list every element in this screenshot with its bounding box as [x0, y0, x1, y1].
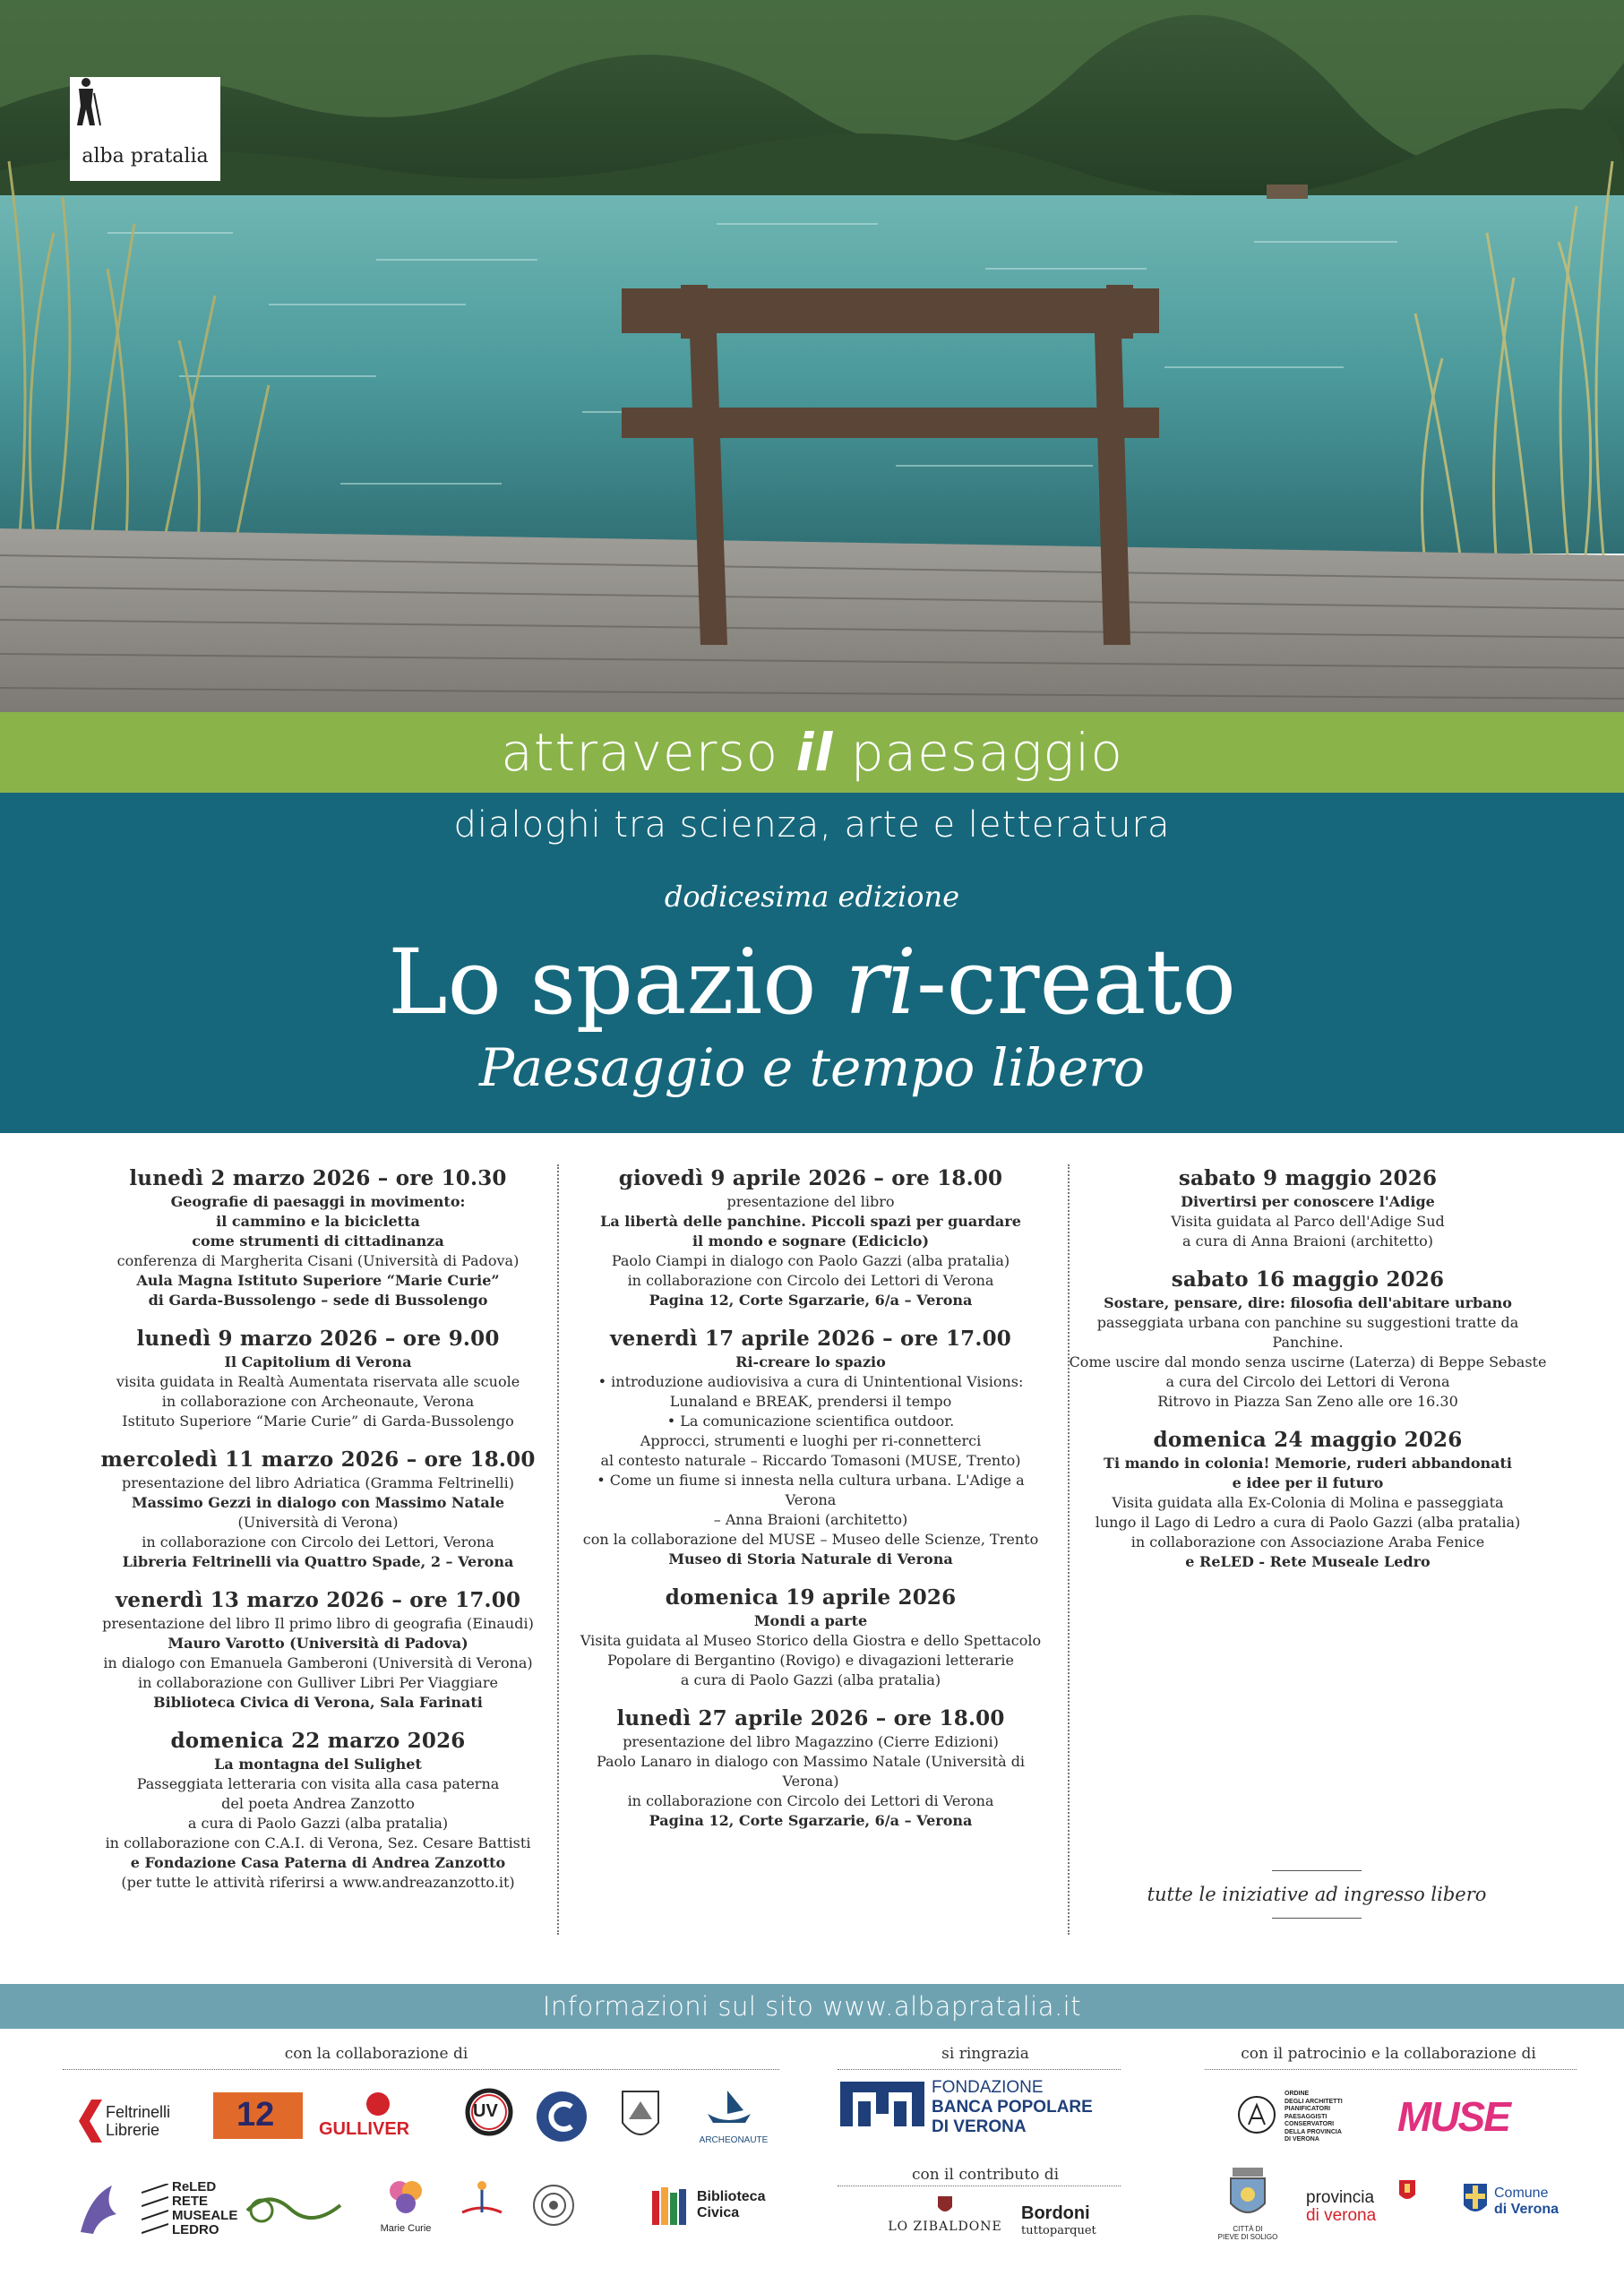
provincia-crest-icon — [1397, 2178, 1417, 2203]
event-detail: presentazione del libro Magazzino (Cierre Edizioni) — [623, 1733, 999, 1750]
archeonaute-logo: ARCHEONAUTE — [684, 2087, 783, 2155]
uv-logo: UV — [459, 2087, 520, 2148]
event-detail: (Università di Verona) — [237, 1514, 399, 1531]
divider — [1272, 1870, 1362, 1871]
event-detail: e Fondazione Casa Paterna di Andrea Zanzotto — [130, 1854, 506, 1871]
event-detail: Biblioteca Civica di Verona, Sala Farinati — [153, 1694, 483, 1711]
event-detail: Pagina 12, Corte Sgarzarie, 6/a – Verona — [649, 1812, 973, 1829]
alba-pratalia-logo — [70, 77, 220, 181]
ammonite-icon — [530, 2182, 577, 2229]
event-detail: Mondi a parte — [753, 1612, 868, 1629]
event-detail: in collaborazione con C.A.I. di Verona, Sez. Cesare Battisti — [105, 1834, 531, 1851]
column-divider — [557, 1164, 559, 1935]
event-detail: a cura del Circolo dei Lettori di Verona — [1165, 1373, 1450, 1390]
circolo-c-icon — [534, 2089, 589, 2144]
event-date: sabato 16 maggio 2026 — [1171, 1267, 1445, 1292]
event-detail: Approcci, strumenti e luoghi per ri-connetterci — [640, 1432, 982, 1449]
event-detail: del poeta Andrea Zanzotto — [221, 1795, 415, 1812]
event-detail: Pagina 12, Corte Sgarzarie, 6/a – Verona — [649, 1292, 973, 1309]
event-detail: • Come un fiume si innesta nella cultura urbana. L'Adige a Verona — [597, 1472, 1025, 1508]
event-detail: Ritrovo in Piazza San Zeno alle ore 16.30 — [1157, 1393, 1458, 1410]
ship-icon — [704, 2087, 754, 2130]
event-detail: Mauro Varotto (Università di Padova) — [168, 1635, 468, 1652]
hero-photo — [0, 0, 1624, 712]
event-detail: in collaborazione con Associazione Araba Fenice — [1130, 1533, 1485, 1550]
event-detail: • La comunicazione scientifica outdoor. — [666, 1413, 955, 1430]
event-detail: in collaborazione con Circolo dei Lettori, Verona — [142, 1533, 494, 1550]
event-date: lunedì 2 marzo 2026 – ore 10.30 — [129, 1166, 507, 1190]
divider — [63, 2069, 779, 2070]
pieve-di-soligo-logo: CITTÀ DI PIEVE DI SOLIGO — [1207, 2168, 1288, 2248]
event-date: domenica 19 aprile 2026 — [665, 1585, 957, 1610]
feltrinelli-mark-icon — [79, 2100, 102, 2143]
program-column-april — [573, 1166, 1048, 1847]
museo-giostra-logo — [455, 2177, 509, 2241]
event-item — [81, 1729, 555, 1893]
event-detail: Ri-creare lo spazio — [735, 1353, 886, 1370]
gulliver-logo: GULLIVER — [319, 2091, 435, 2144]
event-detail: conferenza di Margherita Cisani (Università di Padova) — [116, 1252, 520, 1269]
event-detail: presentazione del libro Il primo libro di geografia (Einaudi) — [102, 1615, 534, 1632]
event-detail: Aula Magna Istituto Superiore “Marie Curie” — [136, 1272, 500, 1289]
main-title: Lo spazio ri-creato — [388, 930, 1236, 1035]
event-item — [81, 1166, 555, 1310]
event-detail: in collaborazione con Circolo dei Lettori di Verona — [627, 1792, 994, 1809]
event-detail: passeggiata urbana con panchine su suggestioni tratte da Panchine. — [1096, 1314, 1519, 1351]
event-detail: con la collaborazione del MUSE – Museo delle Scienze, Trento — [582, 1531, 1039, 1548]
event-detail: il cammino e la bicicletta — [216, 1213, 420, 1230]
event-detail: in collaborazione con Archeonaute, Verona — [161, 1393, 475, 1410]
dragoni-script-icon — [242, 2184, 349, 2234]
rose-icon — [362, 2091, 394, 2117]
event-date: domenica 22 marzo 2026 — [170, 1729, 466, 1753]
reled-logo: ReLED RETE MUSEALE LEDRO — [142, 2180, 231, 2241]
collab-label: con la collaborazione di — [284, 2045, 468, 2063]
museo-storia-naturale-logo — [530, 2182, 638, 2236]
event-detail: e ReLED - Rete Museale Ledro — [1185, 1553, 1431, 1570]
event-detail: Divertirsi per conoscere l'Adige — [1181, 1193, 1435, 1210]
event-detail: in collaborazione con Gulliver Libri Per Viaggiare — [138, 1674, 498, 1691]
main-subtitle: Paesaggio e tempo libero — [479, 1037, 1145, 1098]
comune-crest-icon — [1462, 2182, 1489, 2218]
dragoni-logo — [242, 2184, 349, 2234]
event-detail: Il Capitolium di Verona — [224, 1353, 412, 1370]
bordoni-logo: Bordoni tuttoparquet — [1021, 2203, 1096, 2237]
event-date: lunedì 9 marzo 2026 – ore 9.00 — [136, 1327, 500, 1351]
hatch-icon — [142, 2184, 168, 2237]
contrib-label: con il contributo di — [911, 2166, 1060, 2184]
divider — [838, 2069, 1121, 2070]
comune-verona-logo: Comune di Verona — [1462, 2182, 1569, 2236]
event-detail: (per tutte le attività riferirsi a www.andreazanzotto.it) — [121, 1874, 515, 1891]
event-detail: Popolare di Bergantino (Rovigo) e divagazioni letterarie — [606, 1652, 1015, 1669]
banca-popolare-verona-logo: FONDAZIONE BANCA POPOLARE DI VERONA — [840, 2076, 1109, 2139]
walker-icon — [70, 77, 102, 127]
event-item — [1066, 1428, 1550, 1572]
provincia-verona-logo: provincia di verona — [1306, 2178, 1422, 2232]
event-detail: il mondo e sognare (Ediciclo) — [692, 1232, 930, 1250]
phoenix-icon — [72, 2178, 125, 2241]
event-detail: in collaborazione con Circolo dei Lettori di Verona — [627, 1272, 994, 1289]
event-detail: di Garda-Bussolengo – sede di Bussolengo — [148, 1292, 488, 1309]
biblioteca-civica-logo: Biblioteca Civica — [652, 2186, 769, 2236]
free-entry-note — [1138, 1870, 1496, 1919]
event-detail: Paolo Lanaro in dialogo con Massimo Natale (Università di Verona) — [596, 1753, 1026, 1790]
lake-bench-illustration — [0, 0, 1624, 712]
thanks-label: si ringrazia — [941, 2045, 1029, 2063]
event-detail: Paolo Ciampi in dialogo con Paolo Gazzi (alba pratalia) — [611, 1252, 1010, 1269]
event-item — [81, 1447, 555, 1572]
town-crest-icon — [1227, 2168, 1268, 2221]
event-detail: Passeggiata letteraria con visita alla casa paterna — [136, 1775, 500, 1792]
event-date: giovedì 9 aprile 2026 – ore 18.00 — [618, 1166, 1003, 1190]
bpv-mark-icon — [840, 2082, 924, 2126]
cai-shield-icon — [618, 2087, 663, 2146]
event-item — [1066, 1166, 1550, 1251]
info-website-link[interactable]: Informazioni sul sito www.albapratalia.it — [542, 1991, 1082, 2022]
event-item — [81, 1588, 555, 1713]
event-date: venerdì 13 marzo 2026 – ore 17.00 — [115, 1588, 521, 1612]
event-detail: – Anna Braioni (architetto) — [713, 1511, 908, 1528]
event-date: mercoledì 11 marzo 2026 – ore 18.00 — [100, 1447, 536, 1472]
event-detail: Istituto Superiore “Marie Curie” di Garda-Bussolengo — [122, 1413, 514, 1430]
event-detail: Museo di Storia Naturale di Verona — [668, 1550, 953, 1567]
series-subtitle: dialoghi tra scienza, arte e letteratura — [453, 804, 1171, 846]
event-date: venerdì 17 aprile 2026 – ore 17.00 — [610, 1327, 1011, 1351]
circolo-lettori-logo — [534, 2089, 597, 2144]
event-detail: al contesto naturale – Riccardo Tomasoni (MUSE, Trento) — [600, 1452, 1021, 1469]
pagina12-logo: 12 — [213, 2092, 303, 2139]
marie-curie-logo: Marie Curie — [371, 2175, 441, 2243]
cai-logo — [618, 2087, 663, 2150]
carousel-icon — [455, 2177, 509, 2230]
divider — [1205, 2069, 1577, 2070]
event-detail: Come uscire dal mondo senza uscirne (Laterza) di Beppe Sebaste — [1069, 1353, 1547, 1370]
event-detail: presentazione del libro Adriatica (Gramma Feltrinelli) — [122, 1474, 514, 1491]
event-item — [1066, 1267, 1550, 1412]
program-column-march — [81, 1166, 555, 1909]
event-detail: presentazione del libro — [726, 1193, 895, 1210]
event-detail: Visita guidata al Parco dell'Adige Sud — [1171, 1213, 1445, 1230]
event-detail: a cura di Paolo Gazzi (alba pratalia) — [680, 1671, 941, 1688]
series-title: attraverso il paesaggio — [501, 722, 1123, 783]
event-detail: come strumenti di cittadinanza — [192, 1232, 444, 1250]
feltrinelli-logo: Feltrinelli Librerie — [79, 2094, 195, 2148]
event-item — [573, 1585, 1048, 1690]
free-entry-text: tutte le iniziative ad ingresso libero — [1147, 1884, 1487, 1905]
edition-label: dodicesima edizione — [664, 880, 960, 914]
zibaldone-logo: LO ZIBALDONE — [887, 2194, 1003, 2248]
event-detail: Libreria Feltrinelli via Quattro Spade, 2 – Verona — [122, 1553, 514, 1570]
divider — [1272, 1918, 1362, 1919]
event-date: sabato 9 maggio 2026 — [1178, 1166, 1438, 1190]
event-detail: a cura di Paolo Gazzi (alba pratalia) — [187, 1815, 449, 1832]
books-icon — [652, 2186, 692, 2225]
event-detail: Visita guidata al Museo Storico della Giostra e dello Spettacolo — [580, 1632, 1042, 1649]
event-item — [573, 1327, 1048, 1569]
patronage-label: con il patrocinio e la collaborazione di — [1241, 2045, 1536, 2063]
event-detail: Massimo Gezzi in dialogo con Massimo Natale — [131, 1494, 505, 1511]
event-detail: e idee per il futuro — [1232, 1474, 1384, 1491]
ordine-architetti-logo: ORDINE DEGLI ARCHITETTI PIANIFICATORI PAESAGGISTI CONSERVATORI DELLA PROVINCIA DI VERONA — [1236, 2087, 1371, 2144]
event-date: lunedì 27 aprile 2026 – ore 18.00 — [616, 1706, 1005, 1730]
event-item — [573, 1166, 1048, 1310]
event-detail: La libertà delle panchine. Piccoli spazi per guardare — [600, 1213, 1021, 1230]
flower-icon — [383, 2175, 428, 2220]
event-detail: Visita guidata alla Ex-Colonia di Molina e passeggiata — [1112, 1494, 1504, 1511]
muse-logo: MUSE — [1397, 2093, 1509, 2140]
event-item — [573, 1706, 1048, 1831]
event-detail: Ti mando in colonia! Memorie, ruderi abbandonati — [1104, 1455, 1512, 1472]
architect-a-icon — [1236, 2094, 1277, 2135]
araba-fenice-logo — [72, 2178, 125, 2241]
event-detail: Geografie di paesaggi in movimento: — [170, 1193, 466, 1210]
event-detail: Sostare, pensare, dire: filosofia dell'abitare urbano — [1104, 1294, 1512, 1311]
program-column-may — [1066, 1166, 1550, 1588]
logo-text: alba pratalia — [82, 145, 209, 167]
event-detail: La montagna del Sulighet — [214, 1756, 422, 1773]
event-item — [81, 1327, 555, 1431]
crest-icon — [936, 2194, 954, 2216]
event-detail: Lunaland e BREAK, prendersi il tempo — [669, 1393, 952, 1410]
event-detail: a cura di Anna Braioni (architetto) — [1181, 1232, 1434, 1250]
event-detail: lungo il Lago di Ledro a cura di Paolo Gazzi (alba pratalia) — [1095, 1514, 1521, 1531]
info-bar — [0, 1984, 1624, 2029]
event-date: domenica 24 maggio 2026 — [1153, 1428, 1463, 1452]
event-detail: in dialogo con Emanuela Gamberoni (Università di Verona) — [103, 1654, 533, 1671]
event-detail: • introduzione audiovisiva a cura di Unintentional Visions: — [597, 1373, 1024, 1390]
event-detail: visita guidata in Realtà Aumentata riservata alle scuole — [116, 1373, 520, 1390]
